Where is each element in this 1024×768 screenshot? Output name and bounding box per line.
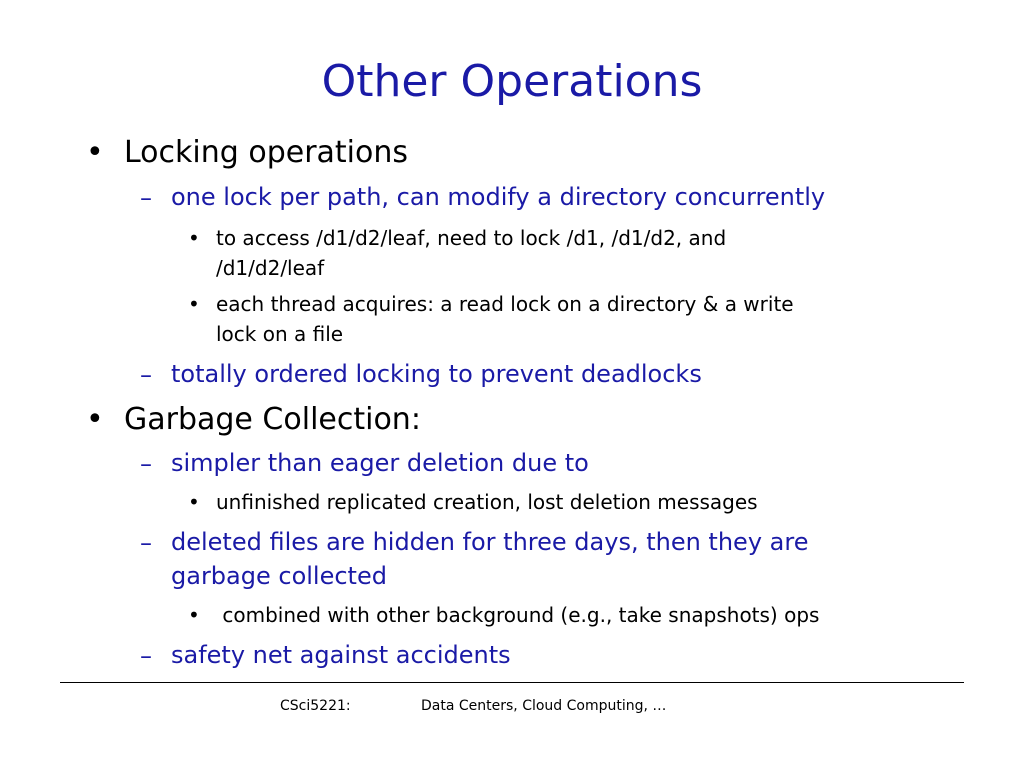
bullet-icon: • [86, 135, 104, 170]
dash-icon: – [140, 642, 152, 670]
point-simpler-than-eager: simpler than eager deletion due to [171, 449, 589, 477]
point-safety-net: safety net against accidents [171, 641, 511, 669]
slide-title: Other Operations [321, 56, 703, 107]
bullet-icon: • [188, 603, 200, 627]
bullet-icon: • [188, 226, 200, 250]
dash-icon: – [140, 529, 152, 557]
point-one-lock-per-path: one lock per path, can modify a directory concurrently [171, 183, 826, 211]
subpoint-thread-acquires-line1: each thread acquires: a read lock on a directory & a write [216, 292, 794, 316]
section-heading-garbage-collection: Garbage Collection: [124, 402, 421, 437]
bullet-icon: • [188, 292, 200, 316]
bullet-icon: • [188, 490, 200, 514]
subpoint-unfinished-creation: unfinished replicated creation, lost deletion messages [216, 490, 758, 514]
subpoint-access-path-line2: /d1/d2/leaf [216, 256, 325, 280]
point-deleted-files-line2: garbage collected [171, 562, 387, 590]
bullet-icon: • [86, 402, 104, 437]
section-heading-locking: Locking operations [124, 135, 409, 170]
point-ordered-locking: totally ordered locking to prevent deadlocks [171, 360, 702, 388]
footer-divider [60, 682, 964, 683]
dash-icon: – [140, 361, 152, 389]
subpoint-access-path-line1: to access /d1/d2/leaf, need to lock /d1, /d1/d2, and [216, 226, 727, 250]
point-deleted-files-line1: deleted files are hidden for three days, then they are [171, 528, 809, 556]
dash-icon: – [140, 184, 152, 212]
dash-icon: – [140, 450, 152, 478]
subpoint-thread-acquires-line2: lock on a file [216, 322, 344, 346]
subpoint-combined-background: combined with other background (e.g., take snapshots) ops [216, 603, 820, 627]
footer-course-title: Data Centers, Cloud Computing, … [421, 698, 667, 714]
footer-course-code: CSci5221: [280, 698, 351, 714]
